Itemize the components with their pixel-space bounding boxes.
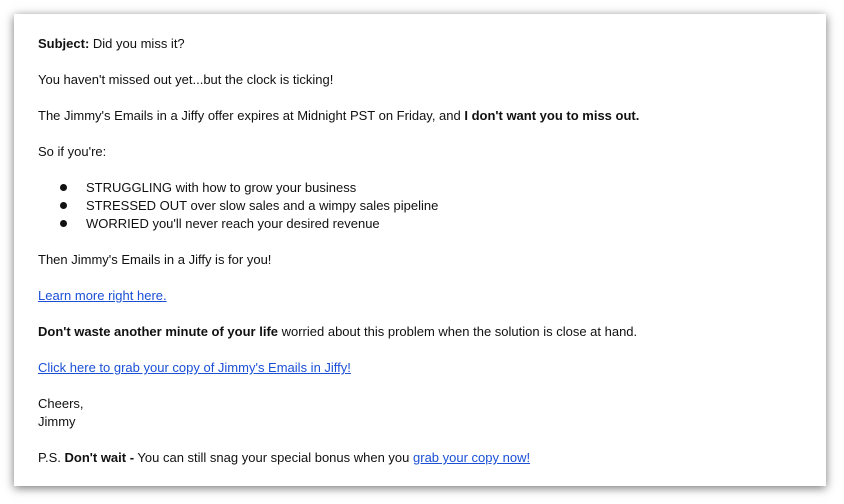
- list-item-text: WORRIED you'll never reach your desired revenue: [86, 216, 380, 231]
- learn-more-link[interactable]: Learn more right here.: [38, 288, 167, 303]
- subject-line: [38, 35, 185, 53]
- grab-copy-link[interactable]: Click here to grab your copy of Jimmy's Emails in Jiffy!: [38, 360, 351, 375]
- ps-grab-copy-link[interactable]: grab your copy now!: [413, 450, 531, 465]
- subject-label: Subject:: [38, 36, 90, 51]
- subject-text: Did you miss it?: [89, 36, 185, 51]
- learn-more-line: [38, 287, 167, 305]
- list-item-text: STRUGGLING with how to grow your business: [86, 180, 357, 195]
- waste-text: worried about this problem when the solution is close at hand.: [278, 324, 638, 339]
- bullet-icon: [60, 202, 67, 209]
- cheers-line: Cheers,: [38, 396, 84, 411]
- offer-emphasis: I don't want you to miss out.: [464, 108, 640, 123]
- list-item-text: STRESSED OUT over slow sales and a wimpy sales pipeline: [86, 198, 439, 213]
- ps-paragraph: [38, 449, 530, 467]
- so-if-line: So if you're:: [38, 144, 107, 159]
- email-card: [14, 14, 826, 486]
- list-item: [38, 215, 438, 233]
- offer-text: The Jimmy's Emails in a Jiffy offer expires at Midnight PST on Friday, and: [38, 108, 465, 123]
- bullet-icon: [60, 220, 67, 227]
- waste-paragraph: [38, 323, 637, 341]
- list-item: [38, 179, 438, 197]
- signature-line: Jimmy: [38, 414, 76, 429]
- ps-emphasis: Don't wait -: [64, 450, 135, 465]
- list-item: [38, 197, 438, 215]
- bullet-icon: [60, 184, 67, 191]
- offer-paragraph: [38, 107, 639, 125]
- ps-prefix: P.S.: [38, 450, 65, 465]
- pain-points-list: [38, 179, 438, 233]
- intro-line: You haven't missed out yet...but the clock is ticking!: [38, 72, 334, 87]
- then-line: Then Jimmy's Emails in a Jiffy is for you!: [38, 252, 272, 267]
- grab-copy-line: [38, 359, 351, 377]
- ps-text: You can still snag your special bonus when you: [134, 450, 414, 465]
- waste-emphasis: Don't waste another minute of your life: [38, 324, 278, 339]
